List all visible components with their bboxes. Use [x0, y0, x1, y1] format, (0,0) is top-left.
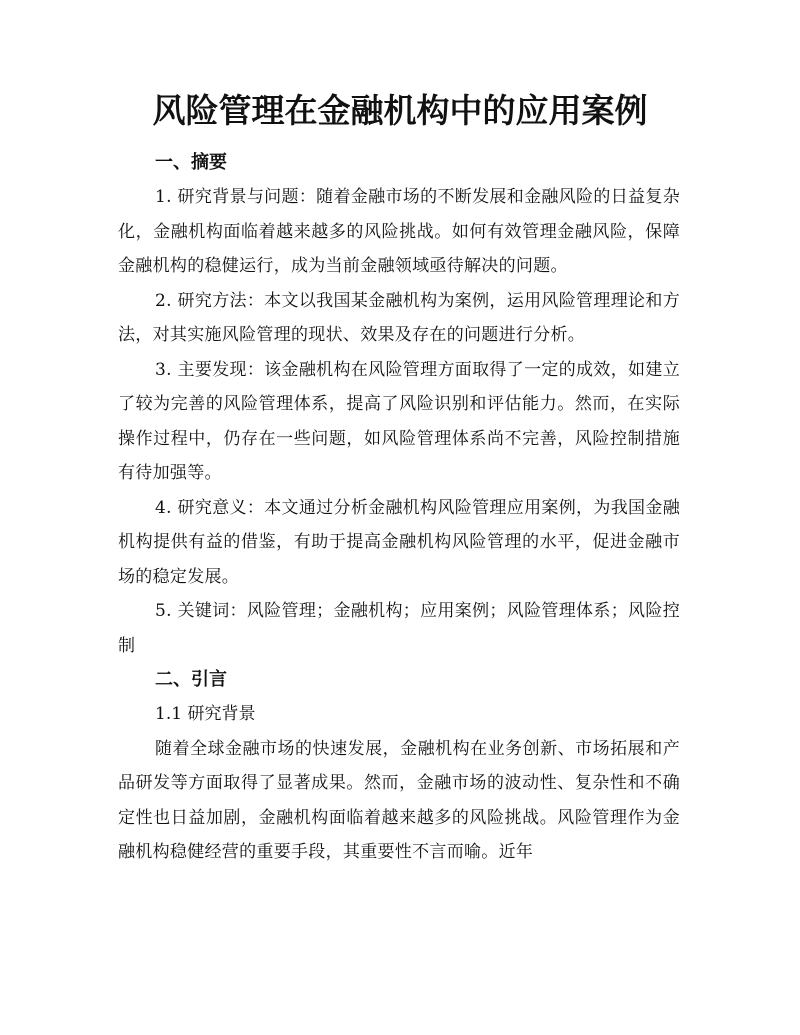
abstract-paragraph-keywords: 5. 关键词：风险管理；金融机构；应用案例；风险管理体系；风险控制 [118, 601, 680, 656]
document-body [118, 146, 680, 870]
subsection-heading-background: 1.1 研究背景 [155, 704, 256, 724]
abstract-paragraph-background: 1. 研究背景与问题：随着金融市场的不断发展和金融风险的日益复杂化，金融机构面临着越来越多的风险挑战。如何有效管理金融风险，保障金融机构的稳健运行，成为当前金融领域亟待解决的问题。 [118, 187, 680, 276]
abstract-paragraph-findings: 3. 主要发现：该金融机构在风险管理方面取得了一定的成效，如建立了较为完善的风险管理体系，提高了风险识别和评估能力。然而，在实际操作过程中，仍存在一些问题，如风险管理体系尚不完善，风险控制措施有待加强等。 [118, 359, 680, 483]
document-title: 风险管理在金融机构中的应用案例 [152, 91, 648, 130]
introduction-paragraph: 随着全球金融市场的快速发展，金融机构在业务创新、市场拓展和产品研发等方面取得了显著成果。然而，金融市场的波动性、复杂性和不确定性也日益加剧，金融机构面临着越来越多的风险挑战。风险管理作为金融机构稳健经营的重要手段，其重要性不言而喻。近年 [118, 738, 680, 862]
section-heading-introduction: 二、引言 [155, 669, 227, 690]
abstract-paragraph-method: 2. 研究方法：本文以我国某金融机构为案例，运用风险管理理论和方法，对其实施风险管理的现状、效果及存在的问题进行分析。 [118, 290, 680, 345]
abstract-paragraph-significance: 4. 研究意义：本文通过分析金融机构风险管理应用案例，为我国金融机构提供有益的借鉴，有助于提高金融机构风险管理的水平，促进金融市场的稳定发展。 [118, 497, 680, 587]
section-heading-abstract: 一、摘要 [155, 152, 227, 173]
